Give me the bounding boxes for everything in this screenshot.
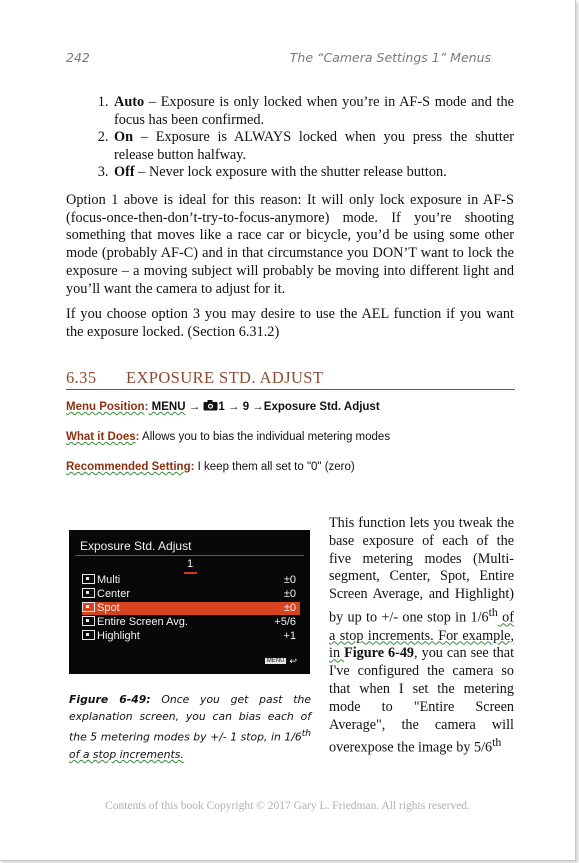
what-it-does-line	[66, 431, 390, 443]
screen-row-highlight	[82, 630, 300, 643]
menu-word: MENU	[148, 401, 186, 413]
metering-spot-icon	[82, 602, 95, 612]
row-label: Entire Screen Avg.	[97, 616, 188, 628]
screen-row-entire-screen-avg	[82, 616, 300, 629]
option-item-off	[112, 164, 514, 182]
section-number: 6.35	[66, 368, 97, 387]
figure-caption: Figure 6-49: Once you get past the explanation screen, you can bias each of the 5 metering modes by +/- 1 stop, in 1/6th of a stop increments.	[69, 693, 311, 761]
metering-multi-icon	[82, 574, 95, 584]
screen-page-indicator: 1	[187, 558, 194, 570]
recommended-setting-line	[66, 461, 355, 473]
section-heading	[66, 368, 515, 390]
camera-icon	[203, 400, 218, 411]
what-it-does-text: Allows you to bias the individual metering modes	[139, 431, 391, 443]
row-value: +5/6	[274, 616, 296, 628]
screen-row-multi	[82, 574, 300, 587]
option-name: On	[114, 129, 134, 145]
screen-divider	[75, 555, 304, 556]
paragraph-option-rationale: Option 1 above is ideal for this reason: It will only lock exposure in AF-S (focus-once-then-don’t-try-to-focus-anymore) mode. If you’re shooting something that moves like a race car or bicycle, you’d be using some other mode (probably AF-C) and in that circumstance you DON’T want to lock the exposure – a moving subject will probably be moving into different light and you’ll want the camera to adjust for it.	[66, 192, 514, 297]
row-value: ±0	[283, 602, 296, 614]
menu-item-name: Exposure Std. Adjust	[263, 401, 380, 413]
menu-tab-number: 1	[218, 401, 225, 413]
arrow-right-icon: →	[224, 401, 243, 413]
section-title: EXPOSURE STD. ADJUST	[126, 368, 324, 387]
figure-reference: Figure 6-49	[344, 645, 415, 662]
running-title: The “Camera Settings 1” Menus	[289, 50, 491, 65]
option-item-auto	[112, 94, 514, 129]
row-value: ±0	[283, 588, 296, 600]
option-name: Auto	[114, 94, 145, 110]
arrow-right-icon: →	[185, 401, 204, 413]
options-list	[66, 94, 514, 182]
menu-badge: MENU	[266, 658, 285, 664]
paragraph-ael-note: If you choose option 3 you may desire to use the AEL function if you want the exposure locked. (Section 6.31.2)	[66, 306, 514, 340]
option-name: Off	[114, 164, 135, 180]
recommended-setting-text: I keep them all set to "0" (zero)	[194, 461, 355, 473]
copyright-footer: Contents of this book Copyright © 2017 Gary L. Friedman. All rights reserved.	[105, 800, 470, 812]
row-label: Multi	[97, 574, 121, 586]
screen-row-spot	[82, 602, 300, 615]
metering-highlight-icon	[82, 630, 95, 640]
arrow-right-icon: →	[249, 401, 264, 413]
row-value: +1	[283, 630, 296, 642]
option-text: – Exposure is only locked when you’re in AF-S mode and the focus has been confirmed.	[114, 94, 514, 128]
option-text: – Exposure is ALWAYS locked when you press the shutter release button halfway.	[114, 129, 514, 163]
row-label: Spot	[97, 602, 120, 614]
row-label: Highlight	[97, 630, 140, 642]
camera-menu-screenshot	[69, 530, 310, 674]
figure-label: Figure 6-49:	[69, 693, 151, 706]
metering-center-icon	[82, 588, 95, 598]
metering-entire-screen-icon	[82, 616, 95, 626]
menu-page-number: 9	[242, 401, 250, 413]
menu-position-line	[66, 400, 380, 413]
option-item-on	[112, 129, 514, 164]
screen-footer	[265, 656, 297, 667]
menu-position-label: Menu Position:	[66, 401, 149, 413]
page-number: 242	[66, 50, 90, 65]
what-it-does-label: What it Does:	[66, 431, 140, 443]
back-arrow-icon: ↩	[289, 656, 297, 666]
recommended-setting-label: Recommended Setting:	[66, 461, 195, 473]
screen-row-center	[82, 588, 300, 601]
row-label: Center	[97, 588, 131, 600]
side-paragraph: This function lets you tweak the base exposure of each of the five metering modes (Multi-segment, Center, Spot, Entire Screen Average, and Highlight) by up to +/- one stop in 1/6th of a stop increments. For example, in Figure 6-49, you can see that I've configured the camera so that when I set the metering mode to "Entire Screen Average", the camera will overexpose the image by 5/6th	[329, 515, 515, 757]
option-text: – Never lock exposure with the shutter release button.	[134, 164, 447, 180]
row-value: ±0	[283, 574, 296, 586]
screen-title: Exposure Std. Adjust	[80, 539, 192, 553]
